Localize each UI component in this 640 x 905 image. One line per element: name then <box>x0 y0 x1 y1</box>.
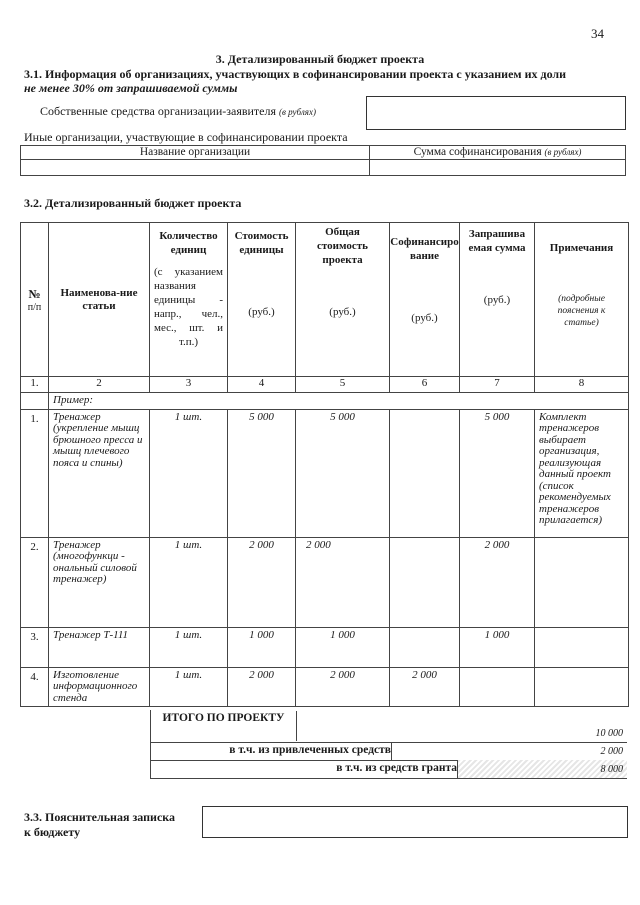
other-orgs-label: Иные организации, участвующие в софинансировании проекта <box>24 130 348 144</box>
row-cofin: 2 000 <box>390 667 460 707</box>
row-unit-cost: 2 000 <box>228 667 296 707</box>
own-funds-label-block <box>40 104 316 119</box>
row-cofin <box>390 409 460 537</box>
col-org-name: Название организации <box>21 146 370 160</box>
row-name: Тренажер Т-111 <box>49 627 150 667</box>
example-label: Пример: <box>49 393 629 410</box>
total-value: 10 000 <box>595 728 623 739</box>
grant-value: 8 000 <box>600 764 623 775</box>
hdr-requested-unit: (руб.) <box>483 294 511 306</box>
hdr-total-cost-label: Общая стоимость проекта <box>317 226 368 266</box>
hdr-cofin <box>390 223 460 377</box>
row-name: Изготовление информационного стенда <box>49 667 150 707</box>
row-qty: 1 шт. <box>150 537 228 627</box>
row-note <box>535 627 629 667</box>
hdr-cofin-label: Софинансирование <box>390 236 459 262</box>
col-num: 7 <box>460 377 535 393</box>
column-numbers-row <box>21 377 629 393</box>
row-no: 4. <box>21 667 49 707</box>
hdr-notes <box>535 223 629 377</box>
org-amount-cell[interactable] <box>370 160 626 176</box>
hdr-qty-note: (с указанием названия единицы - напр., чел., мес., шт. и т.п.) <box>154 266 223 348</box>
row-total: 2 000 <box>296 667 390 707</box>
section-32-title: 3.2. Детализированный бюджет проекта <box>24 196 242 210</box>
row-total: 2 000 <box>296 537 390 627</box>
attracted-label: в т.ч. из привлеченных средств <box>151 742 392 760</box>
row-qty: 1 шт. <box>150 409 228 537</box>
row-no: 1. <box>21 409 49 537</box>
section-31-title: 3.1. Информация об организациях, участвующих в софинансировании проекта с указанием их доли <box>24 67 567 81</box>
grant-value-cell <box>458 760 627 778</box>
total-row <box>150 710 627 743</box>
hdr-unit-cost <box>228 223 296 377</box>
example-row <box>21 393 629 410</box>
section-3-title: 3. Детализированный бюджет проекта <box>215 52 425 66</box>
col-cofin-amount: Сумма софинансирования <box>413 146 542 158</box>
hdr-requested-label: Запрашиваемая сумма <box>468 228 526 254</box>
row-qty: 1 шт. <box>150 667 228 707</box>
row-qty: 1 шт. <box>150 627 228 667</box>
own-funds-input[interactable] <box>366 96 626 130</box>
own-funds-unit: (в рублях) <box>279 107 316 117</box>
budget-explanation-input[interactable] <box>202 806 628 838</box>
row-note <box>535 537 629 627</box>
attracted-row <box>150 742 627 761</box>
row-unit-cost: 2 000 <box>228 537 296 627</box>
total-label: ИТОГО ПО ПРОЕКТУ <box>151 711 297 741</box>
col-num: 6 <box>390 377 460 393</box>
row-requested: 5 000 <box>460 409 535 537</box>
row-no: 3. <box>21 627 49 667</box>
example-cell-no <box>21 393 49 410</box>
row-cofin <box>390 537 460 627</box>
col-num: 5 <box>296 377 390 393</box>
table-row <box>21 627 629 667</box>
grant-row <box>150 760 627 779</box>
row-unit-cost: 1 000 <box>228 627 296 667</box>
hdr-unit-cost-label: Стоимость единицы <box>234 230 289 256</box>
row-name: Тренажер (укрепление мышц брюшного пресса и мышц плечевого пояса и спины) <box>49 409 150 537</box>
hdr-qty <box>150 223 228 377</box>
row-requested: 2 000 <box>460 537 535 627</box>
row-total: 1 000 <box>296 627 390 667</box>
section-31-subtitle: не менее 30% от запрашиваемой суммы <box>24 81 238 95</box>
hdr-notes-sub: (подробные пояснения к статье) <box>557 294 606 328</box>
hdr-total-cost <box>296 223 390 377</box>
col-cofin-amount-header <box>370 146 626 160</box>
col-num: 4 <box>228 377 296 393</box>
hdr-requested <box>460 223 535 377</box>
row-requested <box>460 667 535 707</box>
row-note <box>535 667 629 707</box>
col-num: 1. <box>21 377 49 393</box>
hdr-name: Наименова-ние статьи <box>49 223 150 377</box>
row-requested: 1 000 <box>460 627 535 667</box>
section-33-title <box>24 810 175 840</box>
col-cofin-amount-unit: (в рублях) <box>544 147 582 157</box>
table-row <box>21 409 629 537</box>
hdr-notes-label: Примечания <box>549 242 614 254</box>
hdr-cofin-unit: (руб.) <box>411 312 438 324</box>
attracted-value: 2 000 <box>600 746 623 757</box>
table-row <box>21 537 629 627</box>
budget-table <box>20 222 629 707</box>
section-33-title-line1: 3.3. Пояснительная записка <box>24 810 176 824</box>
grant-label: в т.ч. из средств гранта <box>151 760 458 778</box>
row-note: Комплект тренажеров выбирает организация, реализующая данный проект (список рекомендуемых тренажеров прилагается) <box>535 409 629 537</box>
hdr-no <box>21 223 49 377</box>
row-no: 2. <box>21 537 49 627</box>
section-33-title-line2: к бюджету <box>24 825 81 839</box>
own-funds-label: Собственные средства организации-заявителя <box>40 104 277 118</box>
col-num: 8 <box>535 377 629 393</box>
row-name: Тренажер (многофункци - ональный силовой тренажер) <box>49 537 150 627</box>
table-row <box>21 667 629 707</box>
page-number: 34 <box>591 26 604 41</box>
row-total: 5 000 <box>296 409 390 537</box>
org-name-cell[interactable] <box>21 160 370 176</box>
col-num: 2 <box>49 377 150 393</box>
col-num: 3 <box>150 377 228 393</box>
hdr-no-sub: п/п <box>27 301 42 313</box>
row-unit-cost: 5 000 <box>228 409 296 537</box>
hdr-total-cost-unit: (руб.) <box>329 306 356 318</box>
section-31-heading <box>24 67 624 95</box>
hdr-qty-label: Количество единиц <box>159 230 218 256</box>
hdr-no-label: № <box>28 286 41 301</box>
row-cofin <box>390 627 460 667</box>
cofinancing-orgs-table <box>20 145 626 176</box>
hdr-unit-cost-unit: (руб.) <box>248 306 275 318</box>
